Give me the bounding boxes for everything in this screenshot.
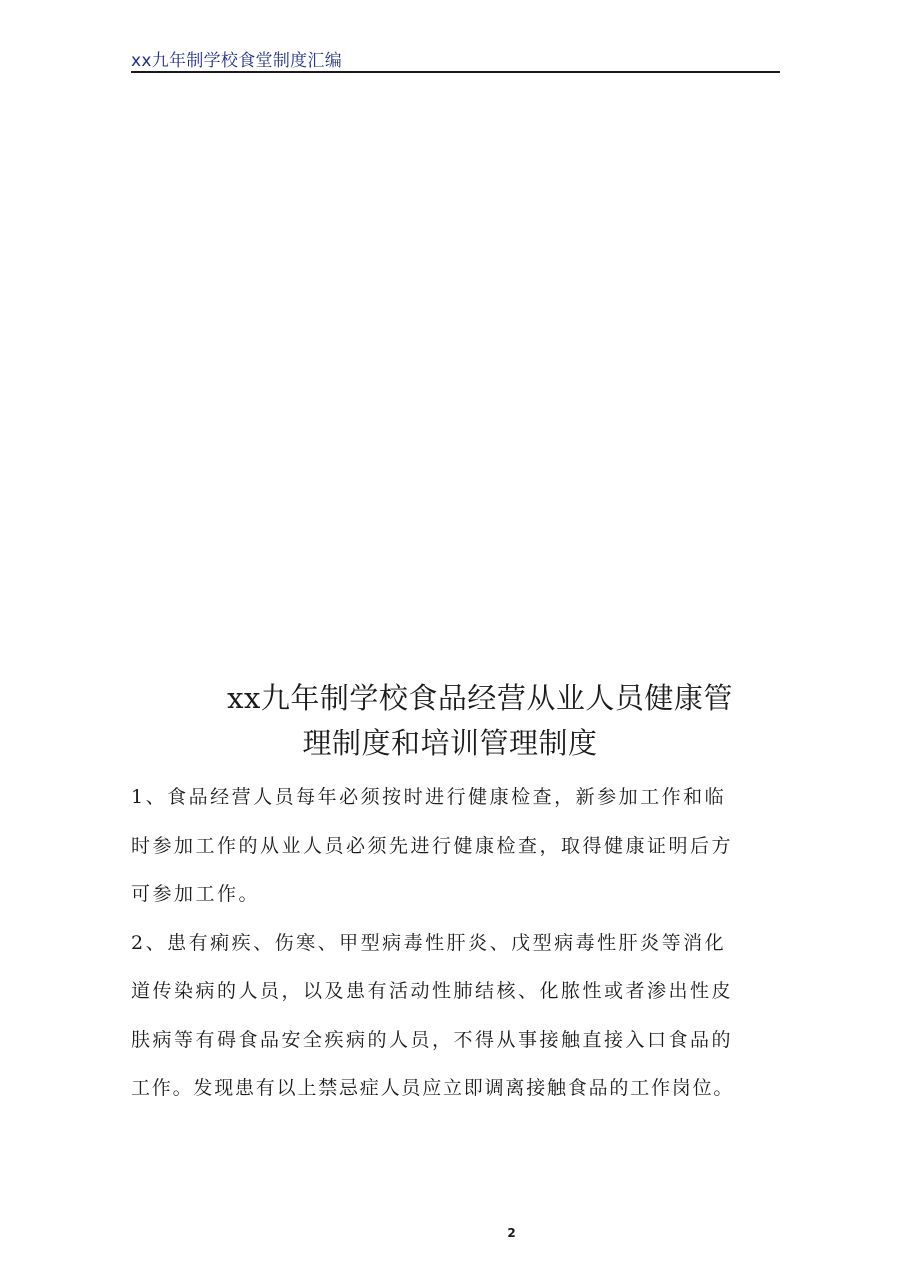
body-line: 可参加工作。 <box>131 883 261 905</box>
page-header <box>131 45 780 73</box>
page-number: 2 <box>507 1226 516 1240</box>
body-line: 肤病等有碍食品安全疾病的人员，不得从事接触直接入口食品的 <box>131 1028 734 1051</box>
body-line: 时参加工作的从业人员必须先进行健康检查，取得健康证明后方 <box>131 834 734 857</box>
document-title <box>150 676 810 766</box>
body-line: 道传染病的人员，以及患有活动性肺结核、化脓性或者渗出性皮 <box>131 980 734 1002</box>
header-title: xx九年制学校食堂制度汇编 <box>131 51 343 71</box>
body-line: 工作。发现患有以上禁忌症人员应立即调离接触食品的工作岗位。 <box>131 1077 735 1099</box>
body-line: 1、食品经营人员每年必须按时进行健康检查，新参加工作和临 <box>131 786 727 808</box>
title-line-1: xx九年制学校食品经营从业人员健康管 <box>227 681 733 715</box>
title-line-2: 理制度和培训管理制度 <box>302 726 598 760</box>
body-line: 2、患有痢疾、伤寒、甲型病毒性肝炎、戊型病毒性肝炎等消化 <box>131 931 727 954</box>
document-body <box>131 773 801 1113</box>
